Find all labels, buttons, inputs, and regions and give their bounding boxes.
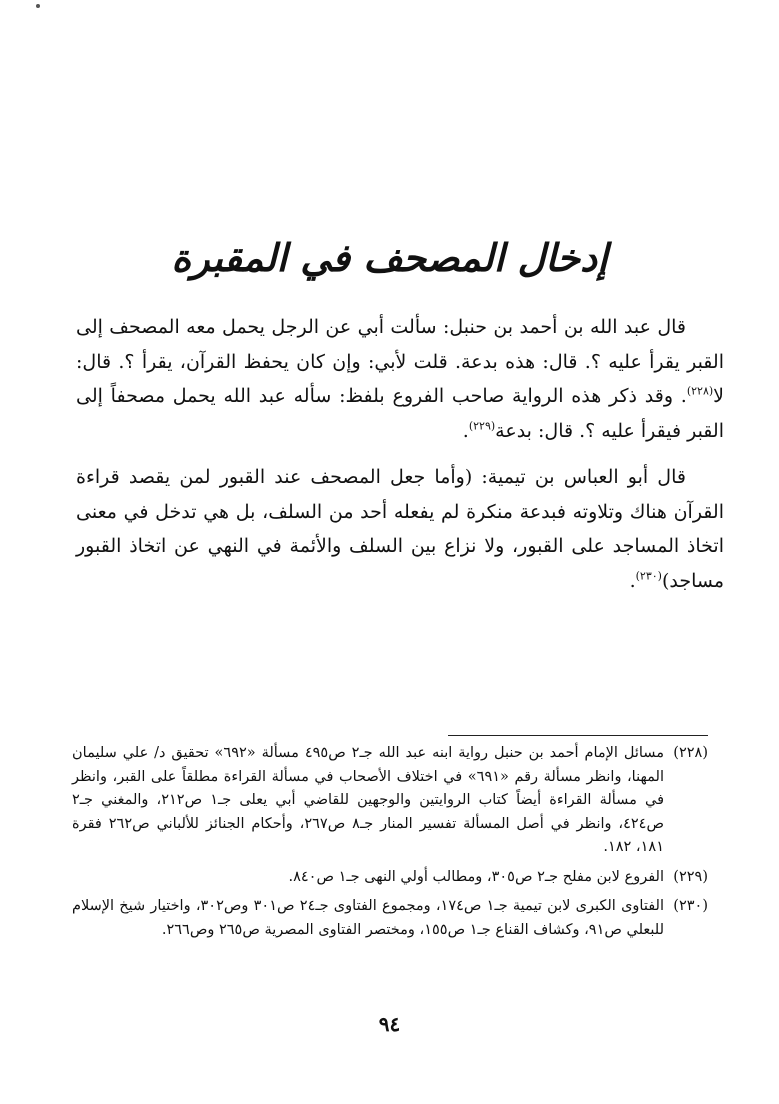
paragraph-1 — [76, 310, 724, 448]
footnote-number: (٢٢٨) — [673, 745, 708, 761]
footnote-text: الفتاوى الكبرى لابن تيمية جـ١ ص١٧٤، ومجموع الفتاوى جـ٢٤ ص٣٠١ وص٣٠٢، واختيار شيخ الإسلام للبعلي ص٩١، وكشاف القناع جـ١ ص١٥٥، ومختصر الفتاوى المصرية ص٢٦٥ وص٢٦٦. — [72, 898, 664, 938]
main-text — [76, 310, 724, 598]
paragraph-2-text: قال أبو العباس بن تيمية: (وأما جعل المصحف عند القبور لمن يقصد قراءة القرآن هناك وتلاوته فبدعة منكرة لم يفعله أحد من السلف، بل هي تدخل في معنى اتخاذ المساجد على القبور، ولا نزاع بين السلف والأئمة في النهي عن اتخاذ القبور مساجد) — [76, 466, 724, 592]
footnote-ref-228[interactable]: (٢٢٨) — [686, 384, 714, 398]
footnote-ref-229[interactable]: (٢٢٩) — [468, 419, 496, 433]
footnote-230 — [72, 895, 708, 942]
page-number: ٩٤ — [378, 1012, 401, 1036]
paragraph-1-text-cont: . وقد ذكر هذه الرواية صاحب الفروع بلفظ: سأله عبد الله يحمل مصحفاً إلى القبر فيقرأ عليه ؟. قال: بدعة — [76, 385, 724, 442]
page-title: إدخال المصحف في المقبرة — [171, 235, 608, 281]
scan-dot-mark — [36, 4, 40, 8]
footnote-number: (٢٣٠) — [673, 898, 708, 914]
footnote-text: مسائل الإمام أحمد بن حنبل رواية ابنه عبد الله جـ٢ ص٤٩٥ مسألة «٦٩٢» تحقيق د/ علي سليمان المهنا، وانظر مسألة رقم «٦٩١» في اختلاف الأصحاب في مسألة القراءة مطلقاً على القبر، وانظر في مسألة القراءة أيضاً كتاب الروايتين والوجهين للقاضي أبي يعلى جـ١ ص٢١٢، والمغني جـ٢ ص٤٢٤، وانظر في أصل المسألة تفسير المنار جـ٨ ص٢٦٧، وأحكام الجنائز للألباني ص٢٦٢ فقرة ١٨١، ١٨٢. — [72, 745, 665, 855]
footnote-229 — [72, 866, 708, 890]
footnote-number: (٢٢٩) — [673, 868, 708, 885]
footnote-separator — [448, 735, 708, 736]
paragraph-2-end: . — [629, 569, 636, 592]
footnote-ref-230[interactable]: (٢٣٠) — [635, 569, 662, 583]
paragraph-1-text: قال عبد الله بن أحمد بن حنبل: سألت أبي عن الرجل يحمل معه المصحف إلى القبر يقرأ عليه ؟. قال: هذه بدعة. قلت لأبي: وإن كان يحفظ القرآن، يقرأ ؟. قال: لا — [76, 316, 724, 407]
footnotes-section — [72, 742, 708, 948]
paragraph-2 — [76, 460, 724, 598]
footnote-228 — [72, 742, 708, 860]
paragraph-1-end: . — [462, 419, 469, 442]
footnote-text: الفروع لابن مفلح جـ٢ ص٣٠٥، ومطالب أولي النهى جـ١ ص٨٤٠. — [288, 868, 664, 885]
